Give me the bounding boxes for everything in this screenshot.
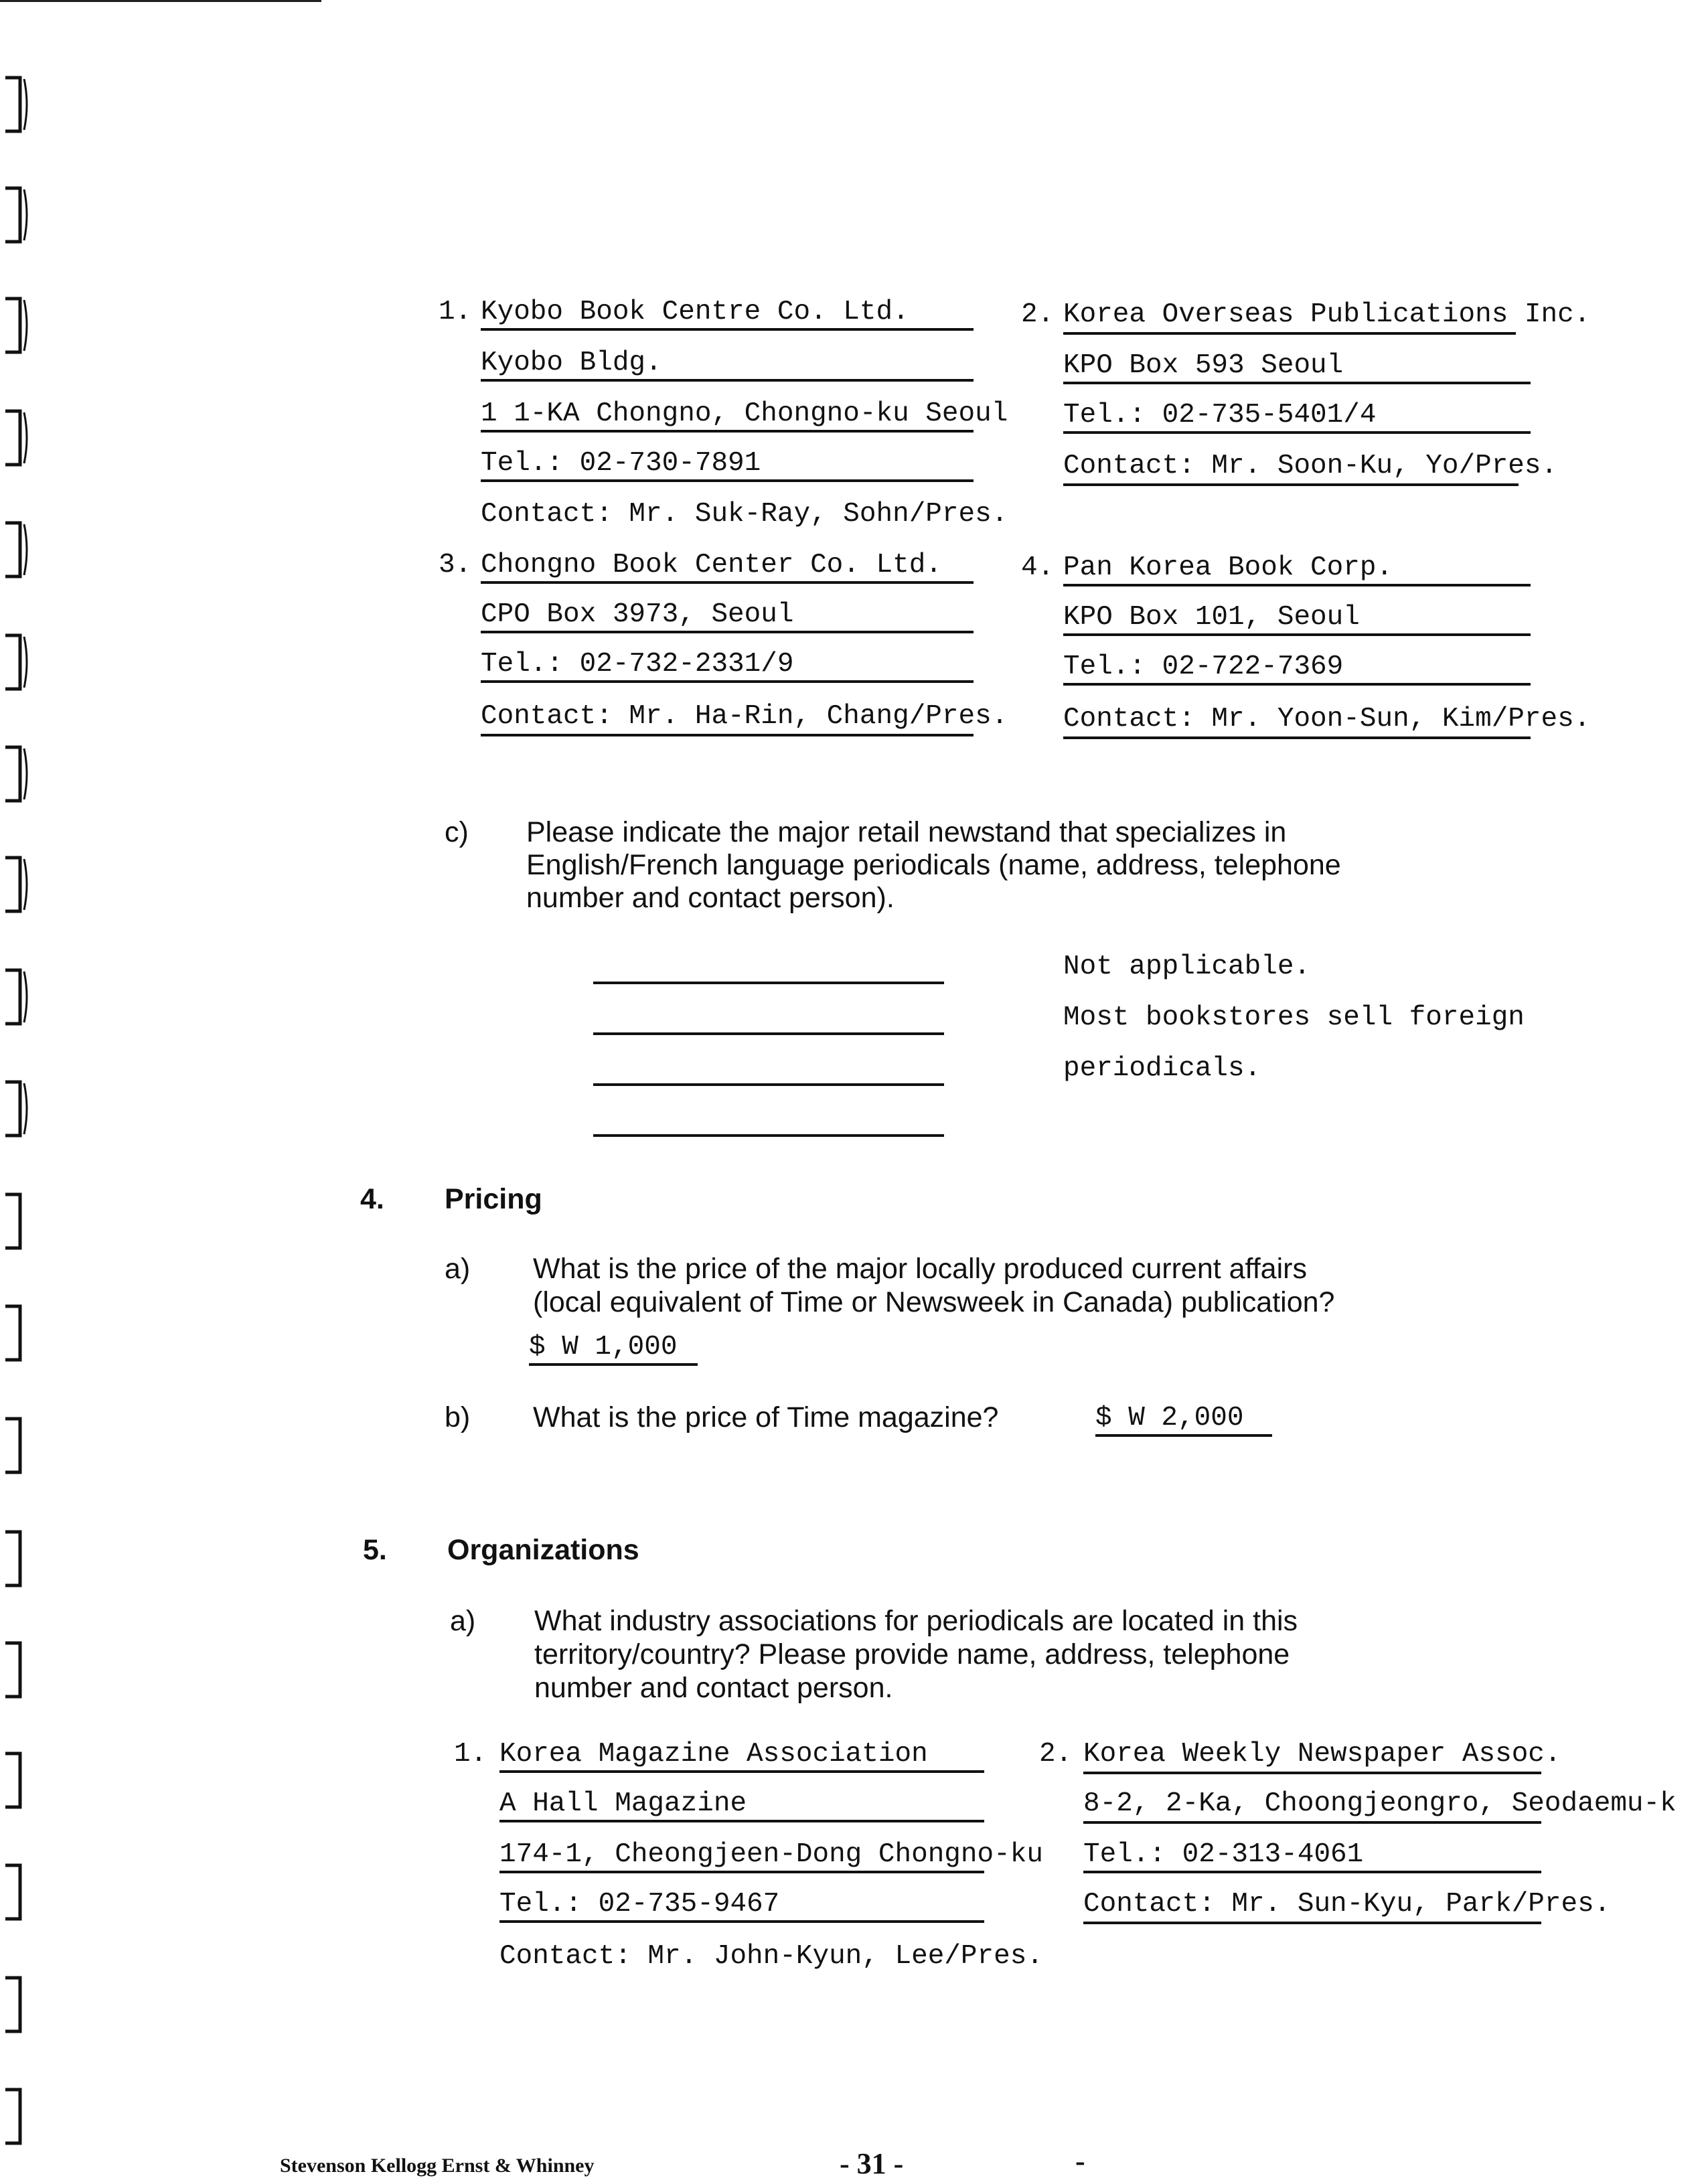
pricing-b-question: What is the price of Time magazine? xyxy=(533,1401,999,1433)
binder-bracket-3 xyxy=(4,295,31,356)
retailer-3-number: 3. xyxy=(439,550,472,580)
question-c-line-1: Please indicate the major retail newstand that specializes in xyxy=(526,816,1287,848)
section-4-title: Pricing xyxy=(445,1183,542,1215)
question-c-line-3: number and contact person). xyxy=(526,882,895,914)
org-1-contact: Contact: Mr. John-Kyun, Lee/Pres. xyxy=(499,1941,1043,1972)
binder-bracket-18 xyxy=(4,1974,31,2035)
pricing-a-answer: $ W 1,000 xyxy=(529,1331,698,1366)
org-1-hall: A Hall Magazine xyxy=(499,1788,984,1822)
binder-bracket-6 xyxy=(4,631,31,693)
page-top-rule xyxy=(0,0,321,2)
question-c-answer-line-3: periodicals. xyxy=(1063,1053,1261,1084)
binder-bracket-14 xyxy=(4,1528,31,1589)
retailer-2-number: 2. xyxy=(1021,299,1055,330)
retailer-2-contact: Contact: Mr. Soon-Ku, Yo/Pres. xyxy=(1063,451,1558,481)
retailer-3-tel: Tel.: 02-732-2331/9 xyxy=(481,648,974,683)
retailer-1-address: 1 1-KA Chongno, Chongno-ku Seoul xyxy=(481,398,974,433)
binder-bracket-17 xyxy=(4,1861,31,1923)
answer-blank-line-4 xyxy=(593,1134,944,1137)
org-2-name-underline xyxy=(1083,1772,1541,1774)
retailer-2-tel: Tel.: 02-735-5401/4 xyxy=(1063,399,1531,434)
org-2-address-underline xyxy=(1083,1821,1541,1824)
retailer-1-contact: Contact: Mr. Suk-Ray, Sohn/Pres. xyxy=(481,499,1008,530)
org-2-contact-underline xyxy=(1083,1922,1541,1924)
org-1-number: 1. xyxy=(454,1739,487,1770)
pricing-b-answer: $ W 2,000 xyxy=(1095,1402,1272,1437)
question-c-answer-line-2: Most bookstores sell foreign xyxy=(1063,1002,1525,1033)
pricing-b-label: b) xyxy=(445,1401,471,1433)
organizations-a-line-2: territory/country? Please provide name, address, telephone xyxy=(534,1638,1290,1670)
footer-firm-name: Stevenson Kellogg Ernst & Whinney xyxy=(280,2155,595,2177)
retailer-2-name: Korea Overseas Publications Inc. xyxy=(1063,299,1591,330)
retailer-4-name: Pan Korea Book Corp. xyxy=(1063,552,1531,587)
org-1-name: Korea Magazine Association xyxy=(499,1738,984,1773)
pricing-a-line-1: What is the price of the major locally produced current affairs xyxy=(533,1253,1307,1285)
binder-bracket-5 xyxy=(4,519,31,580)
binder-bracket-19 xyxy=(4,2086,31,2147)
question-c-label: c) xyxy=(445,816,469,848)
retailer-3-contact: Contact: Mr. Ha-Rin, Chang/Pres. xyxy=(481,701,1008,732)
binder-bracket-11 xyxy=(4,1190,31,1252)
org-2-name: Korea Weekly Newspaper Assoc. xyxy=(1083,1739,1561,1770)
org-2-address: 8-2, 2-Ka, Choongjeongro, Seodaemu-k xyxy=(1083,1788,1677,1819)
pricing-a-line-2: (local equivalent of Time or Newsweek in Canada) publication? xyxy=(533,1286,1335,1318)
retailer-2-contact-underline xyxy=(1063,483,1519,486)
retailer-4-tel: Tel.: 02-722-7369 xyxy=(1063,651,1531,686)
section-5-title: Organizations xyxy=(447,1534,639,1566)
pricing-a-label: a) xyxy=(445,1253,471,1285)
retailer-2-box: KPO Box 593 Seoul xyxy=(1063,349,1531,384)
retailer-4-number: 4. xyxy=(1021,552,1055,583)
retailer-1-number: 1. xyxy=(439,297,472,327)
organizations-a-line-1: What industry associations for periodicals are located in this xyxy=(534,1605,1298,1637)
retailer-3-contact-underline xyxy=(481,734,974,736)
section-5-number: 5. xyxy=(363,1534,387,1566)
binder-bracket-12 xyxy=(4,1302,31,1364)
retailer-2-name-underline xyxy=(1063,332,1516,335)
binder-bracket-7 xyxy=(4,743,31,805)
question-c-answer-line-1: Not applicable. xyxy=(1063,951,1311,982)
binder-bracket-2 xyxy=(4,184,31,246)
retailer-4-contact: Contact: Mr. Yoon-Sun, Kim/Pres. xyxy=(1063,704,1591,734)
answer-blank-line-2 xyxy=(593,1032,944,1035)
org-2-tel: Tel.: 02-313-4061 xyxy=(1083,1839,1541,1873)
organizations-a-label: a) xyxy=(450,1605,476,1637)
retailer-3-name: Chongno Book Center Co. Ltd. xyxy=(481,549,974,584)
binder-bracket-13 xyxy=(4,1415,31,1476)
binder-bracket-9 xyxy=(4,966,31,1028)
binder-bracket-15 xyxy=(4,1639,31,1701)
footer-mark: - xyxy=(1075,2145,1085,2177)
retailer-1-building: Kyobo Bldg. xyxy=(481,347,974,382)
retailer-4-contact-underline xyxy=(1063,736,1531,739)
org-1-tel: Tel.: 02-735-9467 xyxy=(499,1888,984,1923)
binder-bracket-16 xyxy=(4,1749,31,1811)
org-2-contact: Contact: Mr. Sun-Kyu, Park/Pres. xyxy=(1083,1889,1611,1920)
retailer-1-name: Kyobo Book Centre Co. Ltd. xyxy=(481,296,974,331)
binder-bracket-1 xyxy=(4,74,31,135)
answer-blank-line-1 xyxy=(593,982,944,984)
section-4-number: 4. xyxy=(360,1183,384,1215)
binder-bracket-4 xyxy=(4,407,31,469)
org-1-address: 174-1, Cheongjeen-Dong Chongno-ku xyxy=(499,1839,984,1873)
retailer-3-box: CPO Box 3973, Seoul xyxy=(481,599,974,633)
retailer-1-tel: Tel.: 02-730-7891 xyxy=(481,447,974,482)
answer-blank-line-3 xyxy=(593,1083,944,1086)
binder-bracket-8 xyxy=(4,854,31,915)
org-2-number: 2. xyxy=(1039,1739,1073,1770)
retailer-4-box: KPO Box 101, Seoul xyxy=(1063,601,1531,636)
organizations-a-line-3: number and contact person. xyxy=(534,1672,893,1704)
footer-page-number: - 31 - xyxy=(840,2147,904,2180)
binder-bracket-10 xyxy=(4,1078,31,1140)
question-c-line-2: English/French language periodicals (name, address, telephone xyxy=(526,849,1341,881)
